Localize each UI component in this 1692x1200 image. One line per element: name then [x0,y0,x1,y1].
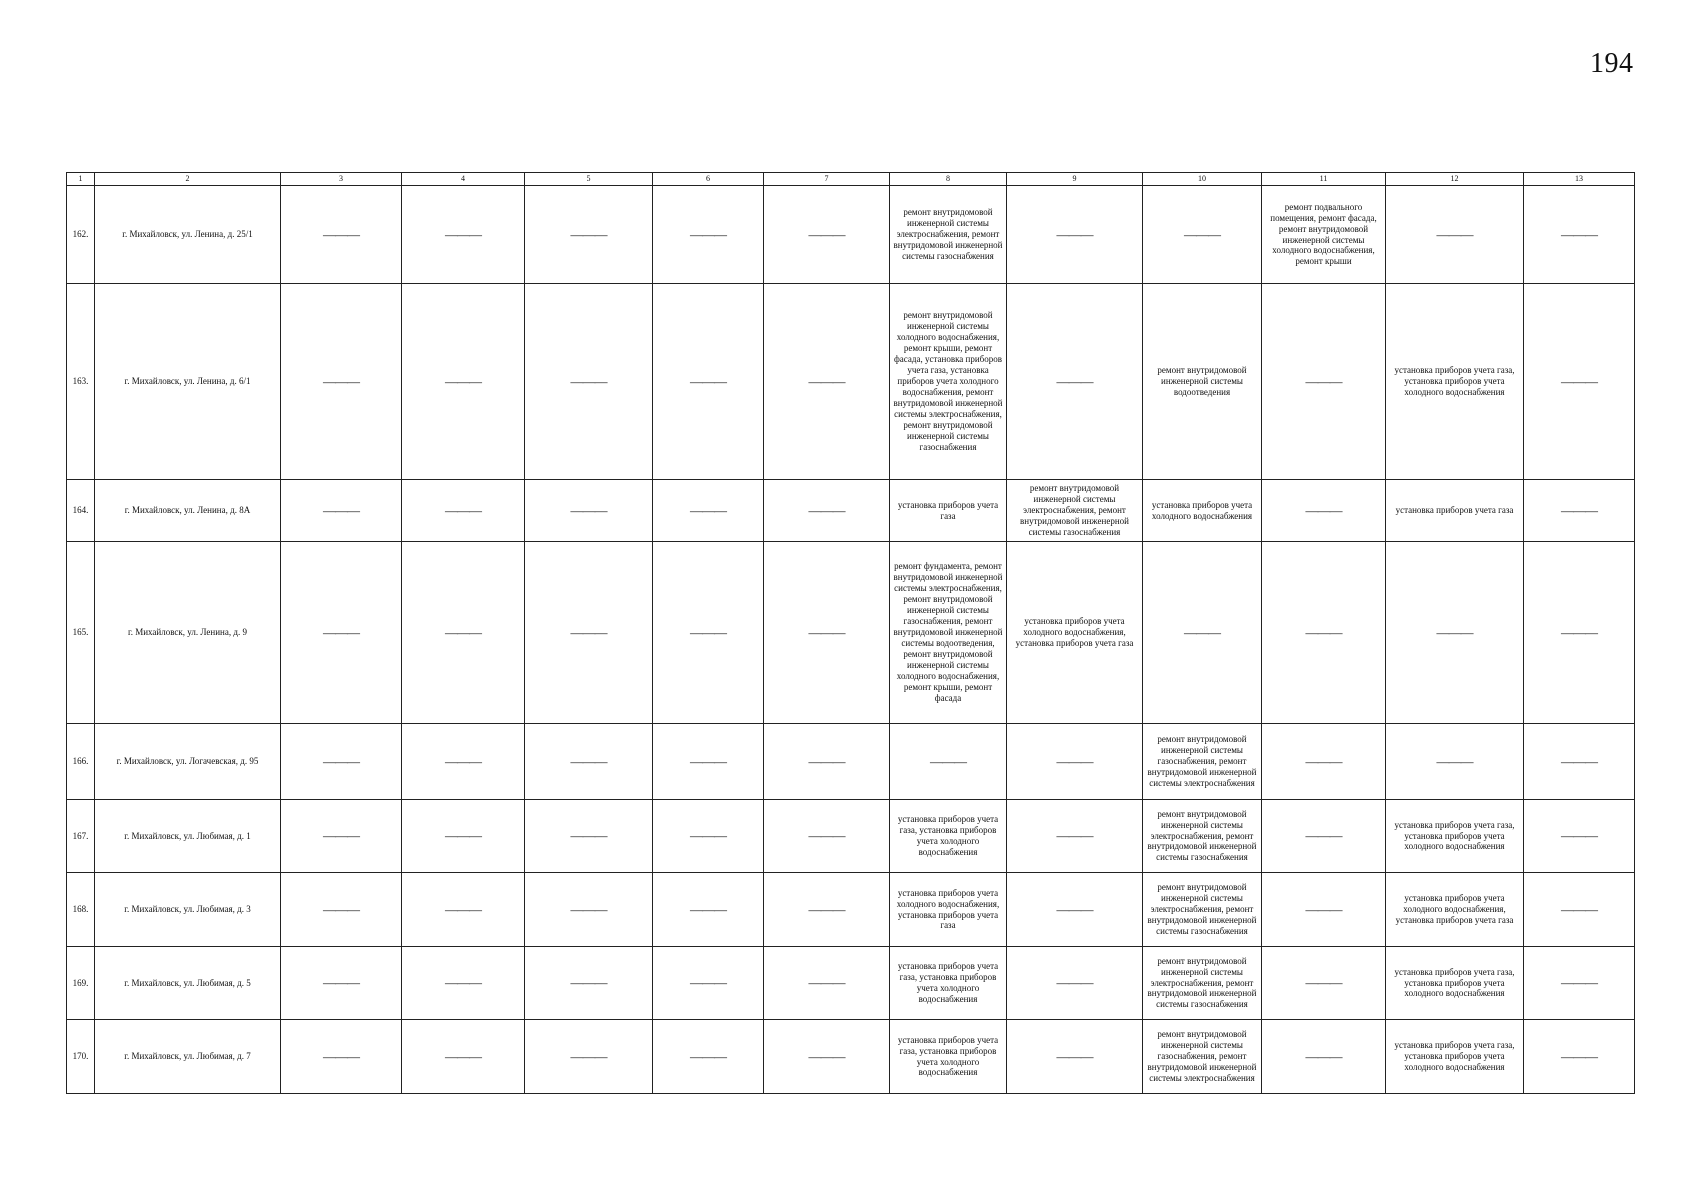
empty-dash-cell: ——— [653,873,764,947]
work-description-cell: ремонт внутридомовой инженерной системы электроснабжения, ремонт внутридомовой инженерной системы газоснабжения [1143,873,1262,947]
empty-dash-cell: ——— [764,947,890,1020]
empty-dash-cell: ——— [1524,542,1635,724]
empty-dash-cell: ——— [764,186,890,284]
column-number: 12 [1386,173,1524,186]
empty-dash-cell: ——— [1007,724,1143,800]
row-number: 170. [67,1020,95,1094]
empty-dash-cell: ——— [525,800,653,873]
empty-dash-cell: ——— [402,947,525,1020]
empty-dash-cell: ——— [1262,542,1386,724]
table-row [67,186,1635,284]
empty-dash-cell: ——— [281,284,402,480]
work-description-cell: ремонт внутридомовой инженерной системы электроснабжения, ремонт внутридомовой инженерной системы газоснабжения [1143,947,1262,1020]
column-number: 5 [525,173,653,186]
empty-dash-cell: ——— [1143,542,1262,724]
empty-dash-cell: ——— [402,542,525,724]
address-cell: г. Михайловск, ул. Любимая, д. 3 [95,873,281,947]
empty-dash-cell: ——— [764,800,890,873]
empty-dash-cell: ——— [1524,724,1635,800]
table-row [67,542,1635,724]
work-description-cell: установка приборов учета газа, установка приборов учета холодного водоснабжения [890,800,1007,873]
empty-dash-cell: ——— [281,542,402,724]
empty-dash-cell: ——— [525,542,653,724]
empty-dash-cell: ——— [281,186,402,284]
empty-dash-cell: ——— [281,480,402,542]
empty-dash-cell: ——— [764,542,890,724]
column-number: 7 [764,173,890,186]
address-cell: г. Михайловск, ул. Любимая, д. 5 [95,947,281,1020]
column-number: 9 [1007,173,1143,186]
empty-dash-cell: ——— [1143,186,1262,284]
work-description-cell: установка приборов учета газа, установка приборов учета холодного водоснабжения [890,1020,1007,1094]
empty-dash-cell: ——— [764,873,890,947]
work-description-cell: установка приборов учета холодного водоснабжения [1143,480,1262,542]
work-description-cell: установка приборов учета газа, установка приборов учета холодного водоснабжения [890,947,1007,1020]
empty-dash-cell: ——— [1262,1020,1386,1094]
empty-dash-cell: ——— [653,800,764,873]
work-description-cell: установка приборов учета газа, установка приборов учета холодного водоснабжения [1386,947,1524,1020]
table-row [67,724,1635,800]
empty-dash-cell: ——— [402,186,525,284]
empty-dash-cell: ——— [1262,947,1386,1020]
table-body [67,186,1635,1094]
empty-dash-cell: ——— [281,873,402,947]
empty-dash-cell: ——— [281,1020,402,1094]
empty-dash-cell: ——— [1524,1020,1635,1094]
work-description-cell: установка приборов учета газа, установка приборов учета холодного водоснабжения [1386,800,1524,873]
table-row [67,947,1635,1020]
column-number: 1 [67,173,95,186]
empty-dash-cell: ——— [1386,186,1524,284]
address-cell: г. Михайловск, ул. Ленина, д. 25/1 [95,186,281,284]
empty-dash-cell: ——— [1262,480,1386,542]
work-description-cell: установка приборов учета газа [890,480,1007,542]
work-description-cell: ремонт внутридомовой инженерной системы электроснабжения, ремонт внутридомовой инженерной системы газоснабжения [890,186,1007,284]
address-cell: г. Михайловск, ул. Любимая, д. 7 [95,1020,281,1094]
row-number: 163. [67,284,95,480]
empty-dash-cell: ——— [1262,873,1386,947]
empty-dash-cell: ——— [525,724,653,800]
address-cell: г. Михайловск, ул. Ленина, д. 8А [95,480,281,542]
empty-dash-cell: ——— [281,724,402,800]
column-number: 8 [890,173,1007,186]
column-number-row [67,173,1635,186]
empty-dash-cell: ——— [764,724,890,800]
empty-dash-cell: ——— [402,1020,525,1094]
empty-dash-cell: ——— [1524,947,1635,1020]
work-description-cell: установка приборов учета газа, установка приборов учета холодного водоснабжения [1386,284,1524,480]
empty-dash-cell: ——— [402,480,525,542]
empty-dash-cell: ——— [402,724,525,800]
empty-dash-cell: ——— [1524,186,1635,284]
empty-dash-cell: ——— [1007,800,1143,873]
column-number: 2 [95,173,281,186]
empty-dash-cell: ——— [402,800,525,873]
work-description-cell: установка приборов учета холодного водоснабжения, установка приборов учета газа [1386,873,1524,947]
empty-dash-cell: ——— [1262,284,1386,480]
empty-dash-cell: ——— [1524,284,1635,480]
empty-dash-cell: ——— [525,186,653,284]
empty-dash-cell: ——— [1007,873,1143,947]
row-number: 164. [67,480,95,542]
empty-dash-cell: ——— [402,873,525,947]
row-number: 162. [67,186,95,284]
empty-dash-cell: ——— [525,873,653,947]
work-description-cell: ремонт внутридомовой инженерной системы газоснабжения, ремонт внутридомовой инженерной системы электроснабжения [1143,724,1262,800]
column-number: 4 [402,173,525,186]
column-number: 11 [1262,173,1386,186]
work-description-cell: ремонт внутридомовой инженерной системы газоснабжения, ремонт внутридомовой инженерной системы электроснабжения [1143,1020,1262,1094]
address-cell: г. Михайловск, ул. Ленина, д. 9 [95,542,281,724]
work-description-cell: ремонт внутридомовой инженерной системы электроснабжения, ремонт внутридомовой инженерной системы газоснабжения [1007,480,1143,542]
table-row [67,800,1635,873]
row-number: 168. [67,873,95,947]
work-description-cell: ремонт подвального помещения, ремонт фасада, ремонт внутридомовой инженерной системы холодного водоснабжения, ремонт крыши [1262,186,1386,284]
empty-dash-cell: ——— [653,480,764,542]
row-number: 169. [67,947,95,1020]
empty-dash-cell: ——— [653,542,764,724]
empty-dash-cell: ——— [1524,800,1635,873]
work-description-cell: установка приборов учета газа [1386,480,1524,542]
column-number: 13 [1524,173,1635,186]
row-number: 166. [67,724,95,800]
work-description-cell: ремонт фундамента, ремонт внутридомовой инженерной системы электроснабжения, ремонт внутридомовой инженерной системы газоснабжения, ремонт внутридомовой инженерной системы водоотведения, ремонт внутридомовой инженерной системы холодного водоснабжения, ремонт крыши, ремонт фасада [890,542,1007,724]
empty-dash-cell: ——— [525,284,653,480]
column-number: 10 [1143,173,1262,186]
work-description-cell: ремонт внутридомовой инженерной системы холодного водоснабжения, ремонт крыши, ремонт фасада, установка приборов учета газа, установка приборов учета холодного водоснабжения, ремонт внутридомовой инженерной системы электроснабжения, ремонт внутридомовой инженерной системы газоснабжения [890,284,1007,480]
empty-dash-cell: ——— [525,480,653,542]
table-row [67,1020,1635,1094]
empty-dash-cell: ——— [890,724,1007,800]
empty-dash-cell: ——— [1007,947,1143,1020]
address-cell: г. Михайловск, ул. Логачевская, д. 95 [95,724,281,800]
address-cell: г. Михайловск, ул. Любимая, д. 1 [95,800,281,873]
table-row [67,284,1635,480]
work-description-cell: ремонт внутридомовой инженерной системы электроснабжения, ремонт внутридомовой инженерной системы газоснабжения [1143,800,1262,873]
work-description-cell: установка приборов учета холодного водоснабжения, установка приборов учета газа [890,873,1007,947]
empty-dash-cell: ——— [764,1020,890,1094]
empty-dash-cell: ——— [525,947,653,1020]
address-cell: г. Михайловск, ул. Ленина, д. 6/1 [95,284,281,480]
empty-dash-cell: ——— [1524,480,1635,542]
row-number: 167. [67,800,95,873]
empty-dash-cell: ——— [1262,800,1386,873]
work-description-cell: установка приборов учета холодного водоснабжения, установка приборов учета газа [1007,542,1143,724]
empty-dash-cell: ——— [1386,542,1524,724]
column-number: 6 [653,173,764,186]
page-number: 194 [1590,48,1634,79]
empty-dash-cell: ——— [281,800,402,873]
empty-dash-cell: ——— [281,947,402,1020]
empty-dash-cell: ——— [653,947,764,1020]
empty-dash-cell: ——— [653,724,764,800]
empty-dash-cell: ——— [764,480,890,542]
work-description-cell: установка приборов учета газа, установка приборов учета холодного водоснабжения [1386,1020,1524,1094]
column-number: 3 [281,173,402,186]
table-row [67,873,1635,947]
empty-dash-cell: ——— [1262,724,1386,800]
work-description-cell: ремонт внутридомовой инженерной системы водоотведения [1143,284,1262,480]
table-row [67,480,1635,542]
empty-dash-cell: ——— [402,284,525,480]
empty-dash-cell: ——— [1007,186,1143,284]
capital-repair-table [66,172,1635,1094]
empty-dash-cell: ——— [1007,1020,1143,1094]
empty-dash-cell: ——— [653,1020,764,1094]
empty-dash-cell: ——— [1386,724,1524,800]
empty-dash-cell: ——— [653,284,764,480]
empty-dash-cell: ——— [653,186,764,284]
empty-dash-cell: ——— [764,284,890,480]
empty-dash-cell: ——— [525,1020,653,1094]
row-number: 165. [67,542,95,724]
empty-dash-cell: ——— [1007,284,1143,480]
empty-dash-cell: ——— [1524,873,1635,947]
